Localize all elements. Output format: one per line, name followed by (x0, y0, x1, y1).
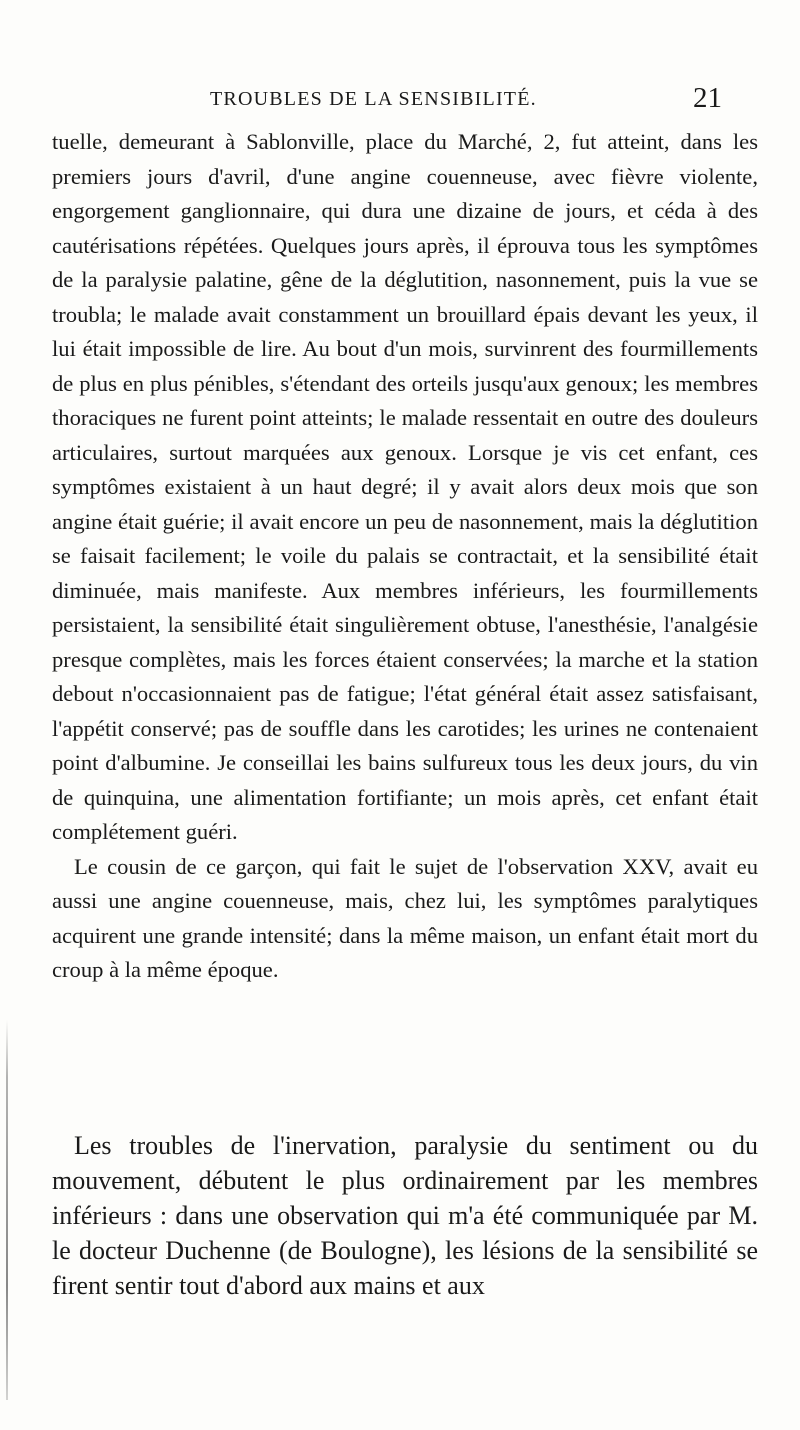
page-number: 21 (693, 82, 722, 114)
running-title: TROUBLES DE LA SENSIBILITÉ. (210, 88, 537, 110)
page-header (0, 82, 800, 118)
main-text (52, 125, 758, 988)
margin-mark (6, 1020, 8, 1400)
section-text (52, 1128, 758, 1303)
paragraph-3: Les troubles de l'inervation, paralysie du sentiment ou du mouvement, débutent le plus ordinairement par les membres inférieurs : dans une observation qui m'a été communiquée par M. le docteur Duchenne (de Boulogne), les lésions de la sensibilité se firent sentir tout d'abord aux mains et aux (52, 1131, 758, 1300)
paragraph-2: Le cousin de ce garçon, qui fait le sujet de l'observation XXV, avait eu aussi une angine couenneuse, mais, chez lui, les symptômes paralytiques acquirent une grande intensité; dans la même maison, un enfant était mort du croup à la même époque. (52, 853, 758, 982)
paragraph-1: tuelle, demeurant à Sablonville, place du Marché, 2, fut atteint, dans les premiers jours d'avril, d'une angine couenneuse, avec fièvre violente, engorgement ganglionnaire, qui dura une dizaine de jours, et céda à des cautérisations répétées. Quelques jours après, il éprouva tous les symptômes de la paralysie palatine, gêne de la déglutition, nasonnement, puis la vue se troubla; le malade avait constamment un brouillard épais devant les yeux, il lui était impossible de lire. Au bout d'un mois, survinrent des fourmillements de plus en plus pénibles, s'étendant des orteils jusqu'aux genoux; les membres thoraciques ne furent point atteints; le malade ressentait en outre des douleurs articulaires, surtout marquées aux genoux. Lorsque je vis cet enfant, ces symptômes existaient à un haut degré; il y avait alors deux mois que son angine était guérie; il avait encore un peu de nasonnement, mais la déglutition se faisait facilement; le voile du palais se contractait, et la sensibilité était diminuée, mais manifeste. Aux membres inférieurs, les fourmillements persistaient, la sensibilité était singulièrement obtuse, l'anesthésie, l'analgésie presque complètes, mais les forces étaient conservées; la marche et la station debout n'occasionnaient pas de fatigue; l'état général était assez satisfaisant, l'appétit conservé; pas de souffle dans les carotides; les urines ne contenaient point d'albumine. Je conseillai les bains sulfureux tous les deux jours, du vin de quinquina, une alimentation fortifiante; un mois après, cet enfant était complétement guéri. (52, 129, 758, 844)
